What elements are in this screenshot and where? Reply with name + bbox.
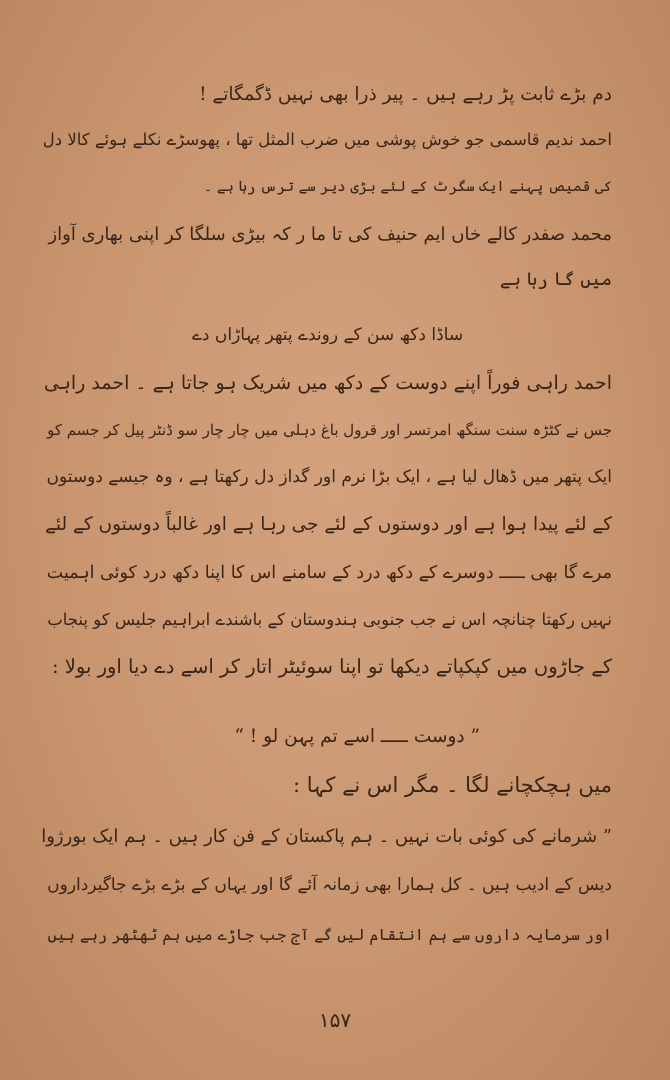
text-line-11: مرے گا بھی ـــــ دوسرے کے دکھ درد کے سامنے اس کا اپنا دکھ درد کوئی اہمیت bbox=[46, 563, 612, 583]
dialogue-line-1: ” دوست ـــــ اسے تم پہن لو ! “ bbox=[234, 726, 480, 747]
text-line-9: ایک پتھر میں ڈھال لیا ہے ، ایک بڑا نرم اور گداز دل رکھتا ہے ، وہ جیسے دوستوں bbox=[46, 467, 612, 487]
text-line-15: میں ہچکچانے لگا ۔ مگر اس نے کہا : bbox=[292, 773, 612, 797]
text-line-12: نہیں رکھتا چنانچہ اس نے جب جنوبی ہندوستان کے باشندے ابراہیم جلیس کو پنجاب bbox=[47, 610, 612, 629]
text-line-17: دیس کے ادیب ہیں ۔ کل ہمارا بھی زمانہ آئے گا اور یہاں کے بڑے بڑے جاگیرداروں bbox=[47, 875, 612, 895]
text-line-13: کے جاڑوں میں کپکپاتے دیکھا تو اپنا سوئیٹر اتار کر اسے دے دیا اور بولا : bbox=[51, 655, 612, 678]
text-line-4: محمد صفدر کالے خاں ایم حنیف کی تا ما ر کہ بیڑی سلگا کر اپنی بھاری آواز bbox=[48, 224, 612, 245]
text-line-8: جس نے کٹڑہ سنت سنگھ امرتسر اور قرول باغ دہلی میں چار چار سو ڈنٹر پیل کر جسم کو bbox=[47, 421, 612, 439]
page-number: ۱۵۷ bbox=[318, 1008, 352, 1032]
text-line-10: کے لئے پیدا ہوا ہے اور دوستوں کے لئے جی رہا ہے اور غالباً دوستوں کے لئے bbox=[45, 514, 612, 535]
text-line-3: کی قمیص پہنے ایک سگرٹ کے لئے بڑی دیر سے ترس رہا ہے ۔ bbox=[203, 179, 612, 195]
text-line-1: دم بڑے ثابت پڑ رہے ہیں ۔ پیر ذرا بھی نہیں ڈگمگاتے ! bbox=[199, 84, 612, 105]
song-verse: ساڈا دکھ سن کے روندے پتھر پہاڑاں دے bbox=[191, 325, 464, 345]
text-line-18: اور سرمایہ داروں سے ہم انتقام لیں گے آج جب جاڑے میں ہم ٹھٹھر رہے ہیں bbox=[47, 926, 612, 944]
text-line-7: احمد راہی فوراً اپنے دوست کے دکھ میں شریک ہو جاتا ہے ۔ احمد راہی bbox=[43, 372, 612, 394]
text-line-5: میں گا رہا ہے bbox=[500, 269, 612, 290]
text-line-2: احمد ندیم قاسمی جو خوش پوشی میں ضرب المثل تھا ، پھوسڑے نکلے ہوئے کالا دل bbox=[42, 130, 612, 149]
dialogue-line-2: ” شرمانے کی کوئی بات نہیں ۔ ہم پاکستان کے فن کار ہیں ۔ ہم ایک بورژوا bbox=[41, 826, 612, 847]
